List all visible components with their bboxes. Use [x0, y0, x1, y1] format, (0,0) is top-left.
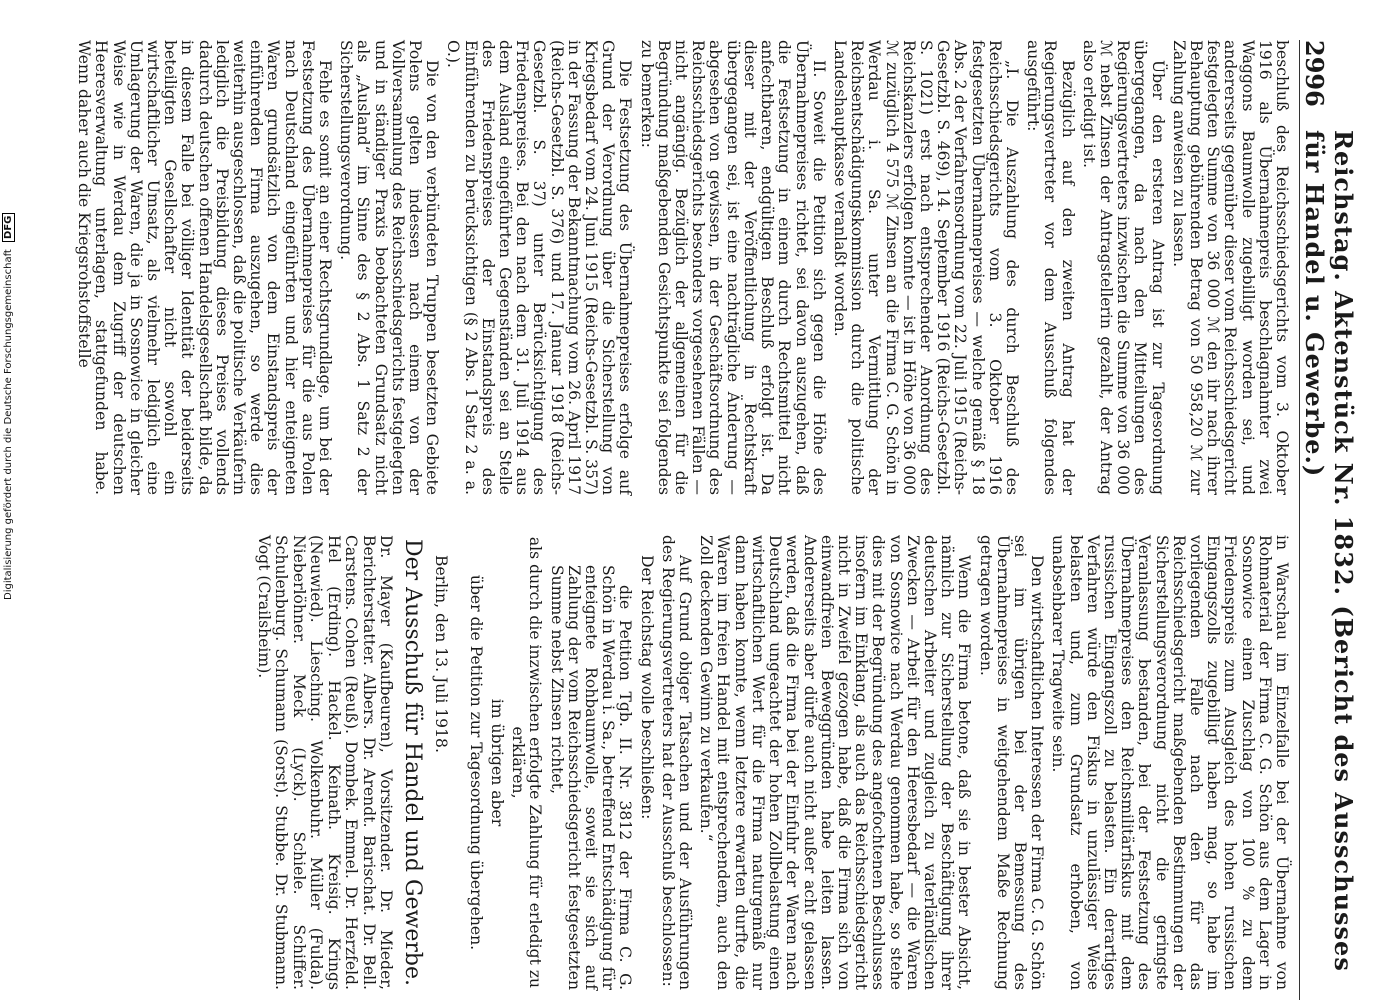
left-column [71, 40, 1290, 495]
paragraph: Den wirtschaftlichen Interessen der Firma C. G. Schön sei im übrigen bei der Bemessung des Übernahmepreises in weitgehendem Maße Rechnung getragen worden. [976, 535, 1047, 990]
date-line: Berlin, den 13. Juli 1918. [431, 555, 450, 753]
resolution-text: im übrigen aber [488, 698, 507, 827]
page-number: 2996 [1300, 40, 1329, 107]
paragraph: beschluß des Reichsschiedsgerichts vom 3. Oktober 1916 als Übernahmepreis beschlagnahmter zwei Waggons Baumwolle zugebilligt worden sei, und andererseits gegenüber dieser vom Reichsschiedsgericht festgelegten Summe von 36 000 ℳ den ihr nach ihrer Behauptung gebührenden Betrag von 50 958,20 ℳ zur Zahlung anweisen zu lassen. [1169, 40, 1291, 495]
page-title: Reichstag. Aktenstück Nr. 1832. (Bericht des Ausschusses für Handel u. Gewerbe.) [1300, 130, 1358, 972]
paragraph: „I. Die Auszahlung des durch Beschluß des Reichsschiedsgerichts vom 3. Oktober 1916 festgesetzten Übernahmepreises — welche gemäß § 18 Abs. 2 der Verfahrensordnung vom 22. Juli 1915 (Reichs-Gesetzbl. S. 469), 14. September 1916 (Reichs-Gesetzbl. S. 1021) erst nach entsprechender Anordnung des Reichskanzlers erfolgen konnte — ist in Höhe von 36 000 ℳ zuzüglich 4 575 ℳ Zinsen an die Firma C. G. Schön in Werdau i. Sa. unter Vermittlung der Reichsentschädigungskommission durch die politische Landeshauptkasse veranlaßt worden. [830, 40, 1021, 495]
paragraph: Auf Grund obiger Tatsachen und der Ausführungen des Regierungsvertreters hat der Ausschuß beschlossen: [658, 535, 695, 990]
paragraph: Die von den verbündeten Truppen besetzten Gebiete Polens gelten indessen nach einem von der Vollversammlung des Reichsschiedsgerichts festgelegten und in ständiger Praxis beobachteten Grundsatz nicht als „Ausland“ im Sinne des § 2 Abs. 1 Satz 2 der Sicherstellungsverordnung. [337, 40, 442, 495]
right-column [254, 535, 1290, 990]
resolution-heading: Der Reichstag wolle beschließen: [637, 555, 656, 820]
paragraph: Fehle es somit an einer Rechtsgrundlage, um bei der Festsetzung des Übernahmepreises für die aus Polen nach Deutschland eingeführten und hier enteigneten Waren grundsätzlich von dem Einstandspreis der einführenden Firma auszugehen, so werde dies weiterhin ausgeschlossen, daß die politische Verkäuferin lediglich die Preisbildung dieses Preises vollends dadurch deutschen offenen Handelsgesellschaft bilde, da in diesem Falle bei völliger Identität der beiderseits beteiligten Gesellschafter nicht sowohl ein wirtschaftlicher Umsatz, als vielmehr lediglich eine Umlagerung der Waren, die ja in Sosnowice in gleicher Weise wie in Werdau dem Zugriff der deutschen Heeresverwaltung unterlagen, stattgefunden habe. Wenn daher auch die Kriegsrohstoffstelle [75, 40, 335, 495]
paragraph: Wenn die Firma betone, daß sie in bester Absicht, nämlich zur Sicherstellung der Beschäftigung ihrer deutschen Arbeiter und zugleich zu vaterländischen Zwecken — Arbeit für den Heeresbedarf — die Waren von Sosnowice nach Werdau genommen habe, so stehe dies mit der Begründung des angefochtenen Beschlusses insofern im Einklang, als auch das Reichsschiedsgericht nicht in Zweifel gezogen habe, daß die Firma sich von einwandfreien Beweggründen habe leiten lassen. Andererseits aber dürfe auch nicht außer acht gelassen werden, daß die Firma bei der Einfuhr der Waren nach Deutschland ungeachtet der hohen Zollbelastung einen wirtschaftlichen Wert für die Firma naturgemäß nur dann haben konnte, wenn letztere erwarten durfte, die Waren im freien Handel mit entsprechendem, auch den Zoll deckenden Gewinn zu verkaufen.“ [697, 535, 974, 990]
credit-text: Digitalisierung gefördert durch die Deutsche Forschungsgemeinschaft [3, 249, 14, 600]
paragraph: Die Festsetzung des Übernahmepreises erfolge auf Grund der Verordnung über die Sicherstellung von Kriegsbedarf vom 24. Juni 1915 (Reichs-Gesetzbl. S. 357) in der Fassung der Bekanntmachung vom 26. April 1917 (Reichs-Gesetzbl. S. 376) und 17. Januar 1918 (Reichs-Gesetzbl. S. 37) unter Berücksichtigung des Friedenspreises. Bei den nach dem 31. Juli 1914 aus dem Ausland eingeführten Gegenständen sei an Stelle des Friedenspreises der Einstandspreis des Einführenden zu berücksichtigen (§ 2 Abs. 1 Satz 2 a. a. O.). [444, 40, 635, 495]
digitization-credit [2, 200, 20, 600]
resolution-text: die Petition Tgb. II. Nr. 3812 der Firma C. G. Schön in Werdau i. Sa., betreffend Entschädigung für enteignete Rohbaumwolle, soweit sie sich auf Zahlung der vom Reichsschiedsgericht festgesetzten Summe nebst Zinsen richtet, [547, 565, 635, 990]
page-header [1299, 40, 1358, 1000]
dfg-logo: DFG [2, 213, 15, 242]
committee-members: Dr. Mayer (Kaufbeuren), Vorsitzender. Dr. Mieder, Berichterstatter. Albers. Dr. Arendt. Barischat. Dr. Bell. Carstens. Cohen (Reuß). Dombek. Emmel. Dr. Herzfeld. Hel (Erding). Hackel. Keinath. Kreisig. Krings (Neuwied). Liesching. Wolkenbuhr. Müller (Fulda). Nieberlöhner. Meck (Lyck). Schiele. Schiffer. Schulenburg. Schumann (Sorst). Stubbe. Dr. Stubmann. Vogt (Crailsheim). [254, 535, 396, 990]
signature-block [254, 535, 448, 990]
resolution-text: über die Petition zur Tagesordnung übergehen. [466, 574, 485, 951]
paragraph: in Warschau im Einzelfalle bei der Übernahme von Rohmaterial der Firma C. G. Schön aus dem Lager in Sosnowice einen Zuschlag von 100 % zu dem Friedenspreis zum Ausgleich des hohen russischen Eingangszolls zugebilligt haben mag, so habe im vorliegenden Falle nach den für das Reichsschiedsgericht maßgebenden Bestimmungen der Sicherstellungsverordnung nicht die geringste Veranlassung bestanden, bei der Festsetzung des Übernahmepreises den Reichsmilitärfiskus mit dem russischen Eingangszoll zu belasten. Ein derartiges Verfahren würde den Fiskus in unzulässiger Weise belasten und, zum Grundsatz erhoben, von unabsehbarer Tragweite sein. [1049, 535, 1291, 990]
paragraph: Über den ersteren Antrag ist zur Tagesordnung übergegangen, da nach den Mitteilungen des Regierungsvertreters inzwischen die Summe von 36 000 ℳ nebst Zinsen der Antragstellerin gezahlt, der Antrag also erledigt ist. [1079, 40, 1167, 495]
committee-title: Der Ausschuß für Handel und Gewerbe. [400, 538, 426, 987]
rotated-page-content [20, 40, 1358, 1000]
paragraph: II. Soweit die Petition sich gegen die Höhe des Übernahmepreises richtet, sei davon auszugehen, daß die Festsetzung in einem durch Rechtsmittel nicht anfechtbaren, endgültigen Beschluß erfolgt ist. Da dieser mit der Veröffentlichung in Rechtskraft übergegangen sei, ist eine nachträgliche Änderung — abgesehen von gewissen, in der Geschäftsordnung des Reichsschiedsgerichts besonders vorgesehenen Fällen — nicht angängig. Bezüglich der allgemeinen für die Begründung maßgebenden Gesichtspunkte sei folgendes zu bemerken: [637, 40, 828, 495]
resolution-text: als durch die inzwischen erfolgte Zahlung für erledigt zu erklären, [509, 536, 545, 989]
paragraph: Bezüglich auf den zweiten Antrag hat der Regierungsvertreter vor dem Ausschuß folgendes ausgeführt: [1024, 40, 1077, 495]
